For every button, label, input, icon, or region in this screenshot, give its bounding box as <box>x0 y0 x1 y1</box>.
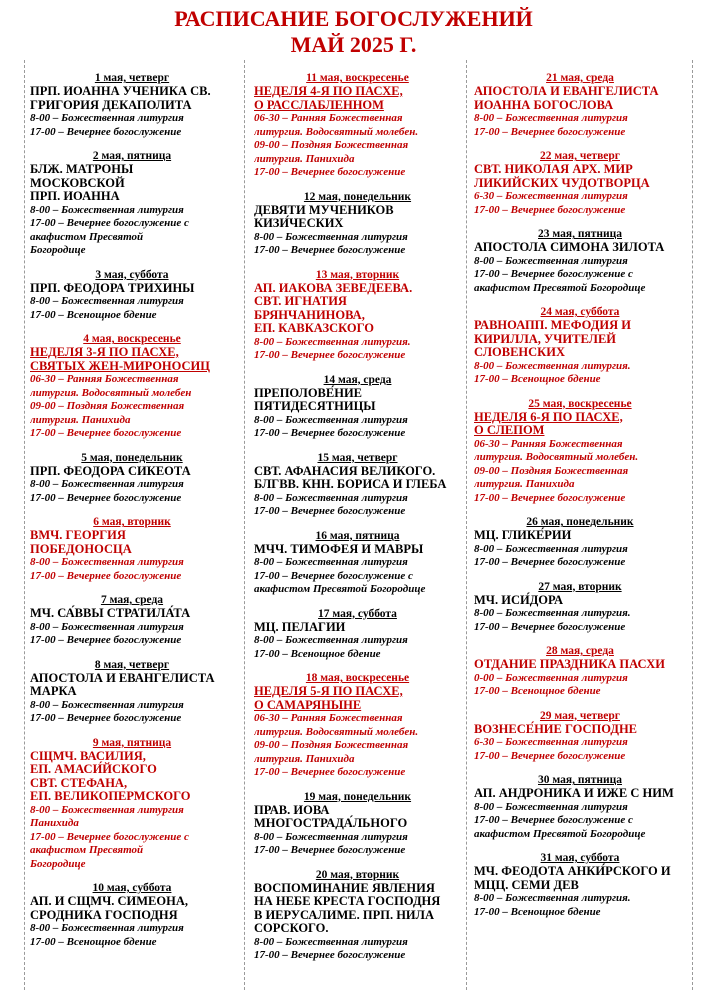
feast-title-line: АП. И СЩМЧ. СИМЕОНА, <box>30 894 188 908</box>
feast-title-line: В ИЕРУСАЛИМЕ. ПРП. НИЛА <box>254 907 434 922</box>
schedule-day <box>254 530 461 597</box>
service-line: 17-00 – Вечернее богослужение с <box>30 830 189 843</box>
service-line: 8-00 – Божественная литургия <box>474 800 628 813</box>
schedule-day <box>254 269 461 363</box>
feast-title-line: СРОДНИКА ГОСПОДНЯ <box>30 907 178 922</box>
column-divider <box>24 60 25 990</box>
service-line: 17-00 – Вечернее богослужение с <box>30 217 189 229</box>
service-line: 17-00 – Вечернее богослужение <box>30 125 182 138</box>
feast-title-line: ЕП. АМАСИ́ЙСКОГО <box>30 762 157 776</box>
schedule-column-2 <box>254 72 461 974</box>
feast-title-line: БРЯНЧАНИНОВА, <box>254 307 365 322</box>
service-line: 17-00 – Вечернее богослужение <box>474 125 626 138</box>
schedule-day <box>474 852 686 919</box>
service-line: акафистом Пресвятой Богородице <box>254 583 426 595</box>
feast-title-line: ОТДАНИЕ ПРАЗДНИКА ПАСХИ <box>474 657 665 671</box>
day-date: 10 мая, суббота <box>92 882 172 894</box>
column-divider <box>692 60 693 990</box>
feast-title-line: О САМАРЯНЫНЕ <box>254 697 362 712</box>
page-title: РАСПИСАНИЕ БОГОСЛУЖЕНИЙ <box>174 6 533 31</box>
feast-title-line: О СЛЕПОМ <box>474 423 545 437</box>
day-date: 1 мая, четверг <box>94 72 170 84</box>
service-line: 17-00 – Всенощное бдение <box>30 935 157 948</box>
schedule-day <box>254 374 461 441</box>
service-line: 17-00 – Вечернее богослужение с <box>254 569 413 582</box>
service-line: 17-00 – Всенощное бдение <box>474 373 601 385</box>
day-date: 24 мая, суббота <box>540 306 620 318</box>
service-line: 8-00 – Божественная литургия <box>254 230 408 243</box>
day-date: 17 мая, суббота <box>318 607 397 620</box>
day-date: 20 мая, вторник <box>315 868 400 881</box>
day-date: 4 мая, воскресенье <box>83 333 181 345</box>
feast-title-line: МЧ. ФЕОДОТА АНКИ́РСКОГО И <box>474 864 671 878</box>
service-line: 8-00 – Божественная литургия <box>30 203 184 216</box>
service-line: 8-00 – Божественная литургия <box>30 620 184 633</box>
service-line: 8-00 – Божественная литургия <box>474 112 628 124</box>
service-line: 17-00 – Всенощное бдение <box>254 647 381 660</box>
day-date: 29 мая, четверг <box>539 709 621 722</box>
feast-title-line: СЩМЧ. ВАСИЛИЯ, <box>30 748 146 763</box>
feast-title-line: ПРП. ИОАННА <box>30 189 120 203</box>
service-line: 8-00 – Божественная литургия <box>254 556 408 568</box>
service-line: 17-00 – Вечернее богослужение <box>254 949 406 961</box>
schedule-day <box>30 737 234 872</box>
feast-title-line: ЕП. ВЕЛИКОПЕРМСКОГО <box>30 789 191 803</box>
schedule-column-1 <box>30 72 234 960</box>
service-line: 17-00 – Вечернее богослужение <box>254 505 406 517</box>
feast-title-line: О РАССЛАБЛЕННОМ <box>254 97 384 112</box>
feast-title-line: ИОАННА БОГОСЛОВА <box>474 97 614 112</box>
column-divider <box>244 60 245 990</box>
feast-title-line: СВТ. СТЕФАНА, <box>30 775 128 790</box>
schedule-day <box>30 150 234 258</box>
service-line: акафистом Пресвятой <box>30 844 144 856</box>
schedule-day <box>30 594 234 648</box>
feast-title-line: НЕДЕЛЯ 3-Я ПО ПАСХЕ, <box>30 345 179 359</box>
schedule-day <box>30 269 234 323</box>
schedule-day <box>30 452 234 506</box>
service-line: 17-00 – Вечернее богослужение <box>474 620 626 633</box>
schedule-day <box>254 791 461 858</box>
service-line: 6-30 – Божественная литургия <box>474 736 628 748</box>
service-line: 17-00 – Вечернее богослужение с <box>474 268 633 280</box>
feast-title-line: ДЕВЯТИ МУЧЕНИКОВ <box>254 202 394 217</box>
service-line: 17-00 – Вечернее богослужение <box>254 844 406 856</box>
feast-title-line: ЕП. КАВКАЗСКОГО <box>254 321 374 335</box>
feast-title-line: МАРКА <box>30 684 77 698</box>
service-line: 17-00 – Вечернее богослужение <box>474 556 626 568</box>
feast-title-line: ПРП. ИОАННА УЧЕНИКА СВ. <box>30 84 211 98</box>
schedule-day <box>474 398 686 506</box>
schedule-day <box>254 452 461 519</box>
service-line: 8-00 – Божественная литургия <box>254 413 408 426</box>
service-line: литургия. Панихида <box>254 152 355 165</box>
day-date: 2 мая, пятница <box>92 150 172 162</box>
feast-title-line: БЛЖ. МАТРОНЫ <box>30 162 134 176</box>
service-line: 8-00 – Божественная литургия. <box>474 359 631 372</box>
feast-title-line: РАВНОАПП. МЕФОДИЯ И <box>474 318 631 332</box>
day-date: 18 мая, воскресенье <box>305 672 410 684</box>
service-line: 8-00 – Божественная литургия <box>474 542 628 555</box>
service-line: литургия. Панихида <box>474 478 575 490</box>
service-line: 8-00 – Божественная литургия <box>30 698 184 711</box>
feast-title-line: МЧ. СА́ВВЫ СТРАТИЛА́ТА <box>30 606 191 620</box>
feast-title-line: НА НЕБЕ КРЕСТА ГОСПОДНЯ <box>254 894 441 908</box>
day-date: 19 мая, понедельник <box>303 790 412 803</box>
schedule-day <box>474 228 686 295</box>
feast-title-line: МЧЧ. ТИМОФЕЯ И МАВРЫ <box>254 541 424 556</box>
service-line: 17-00 – Вечернее богослужение <box>474 749 626 762</box>
service-line: 8-00 – Божественная литургия. <box>474 892 631 904</box>
feast-title-line: СВТ. ИГНАТИЯ <box>254 294 347 308</box>
service-line: 8-00 – Божественная литургия <box>474 254 628 267</box>
feast-title-line: АПОСТОЛА И ЕВАНГЕЛИСТА <box>474 84 659 98</box>
schedule-day <box>30 882 234 949</box>
service-line: литургия. Водосвятный молебен. <box>254 125 419 138</box>
service-line: литургия. Водосвятный молебен <box>30 386 192 399</box>
feast-title-line: НЕДЕЛЯ 6-Я ПО ПАСХЕ, <box>474 409 623 424</box>
feast-title-line: МЦЦ. СЕМИ ДЕВ <box>474 877 579 892</box>
service-line: 8-00 – Божественная литургия <box>254 935 408 948</box>
day-date: 27 мая, вторник <box>538 580 622 593</box>
schedule-day <box>474 645 686 699</box>
schedule-day <box>474 306 686 387</box>
schedule-day <box>254 608 461 662</box>
feast-title-line: БЛГВВ. КНН. БОРИСА И ГЛЕБА <box>254 477 447 491</box>
service-line: 8-00 – Божественная литургия <box>254 830 408 843</box>
service-line: акафистом Пресвятой Богородице <box>474 827 646 840</box>
day-date: 30 мая, пятница <box>538 774 622 786</box>
service-line: 8-00 – Божественная литургия. <box>254 335 411 348</box>
service-line: 06-30 – Ранняя Божественная <box>30 373 179 385</box>
schedule-day <box>254 869 461 963</box>
schedule-day <box>30 72 234 139</box>
feast-title-line: ПРЕПОЛОВЕ́НИЕ <box>254 385 363 400</box>
day-date: 13 мая, вторник <box>315 268 400 281</box>
service-line: 06-30 – Ранняя Божественная <box>254 712 403 724</box>
day-date: 3 мая, суббота <box>95 268 169 281</box>
service-line: 8-00 – Божественная литургия <box>254 634 408 646</box>
service-line: 8-00 – Божественная литургия <box>30 803 184 816</box>
schedule-day <box>474 516 686 570</box>
feast-title-line: ВМЧ. ГЕОРГИЯ <box>30 528 126 542</box>
feast-title-line: ПРП. ФЕОДОРА СИКЕОТА <box>30 463 191 478</box>
feast-title-line: СОРСКОГО. <box>254 921 329 935</box>
schedule-day <box>474 581 686 635</box>
service-line: 17-00 – Вечернее богослужение <box>30 491 182 504</box>
day-date: 28 мая, среда <box>546 645 614 657</box>
day-date: 16 мая, пятница <box>315 529 400 542</box>
service-line: Богородице <box>30 857 86 870</box>
service-line: 8-00 – Божественная литургия <box>30 295 184 307</box>
service-line: 06-30 – Ранняя Божественная <box>474 437 623 450</box>
feast-title-line: ЛИКИЙСКИХ ЧУДОТВОРЦА <box>474 175 650 190</box>
feast-title-line: МЦ. ГЛИКЕ́РИИ <box>474 528 572 542</box>
service-line: 6-30 – Божественная литургия <box>474 190 628 202</box>
schedule-day <box>254 672 461 780</box>
schedule-day <box>254 191 461 258</box>
day-date: 15 мая, четверг <box>317 451 398 464</box>
feast-title-line: АП. ИАКОВА ЗЕВЕДЕЕВА. <box>254 280 413 295</box>
feast-title-line: МЦ. ПЕЛАГИИ <box>254 619 346 634</box>
service-line: 17-00 – Вечернее богослужение <box>474 491 626 504</box>
day-date: 25 мая, воскресенье <box>528 397 632 410</box>
feast-title-line: ПЯТИДЕСЯТНИЦЫ <box>254 399 376 413</box>
service-line: 8-00 – Божественная литургия <box>30 112 184 124</box>
feast-title-line: МНОГОСТРАДА́ЛЬНОГО <box>254 816 408 830</box>
service-line: 17-00 – Вечернее богослужение <box>30 634 182 646</box>
schedule-day <box>474 72 686 139</box>
service-line: 17-00 – Вечернее богослужение <box>474 203 626 216</box>
feast-title-line: СЛОВЕНСКИХ <box>474 345 565 359</box>
service-line: 17-00 – Вечернее богослужение <box>30 569 182 582</box>
service-line: 06-30 – Ранняя Божественная <box>254 112 403 124</box>
day-date: 22 мая, четверг <box>539 150 621 162</box>
feast-title-line: СВТ. АФАНАСИЯ ВЕЛИКОГО. <box>254 463 436 478</box>
day-date: 31 мая, суббота <box>540 852 620 864</box>
schedule-day <box>30 659 234 726</box>
service-line: 17-00 – Всенощное бдение <box>474 905 601 918</box>
service-line: литургия. Панихида <box>254 752 355 765</box>
service-line: 17-00 – Вечернее богослужение <box>254 766 406 778</box>
service-line: 17-00 – Вечернее богослужение <box>254 244 406 256</box>
service-line: литургия. Панихида <box>30 413 131 426</box>
schedule-day <box>474 150 686 217</box>
schedule-day <box>254 72 461 180</box>
day-date: 21 мая, среда <box>546 72 614 84</box>
service-line: 17-00 – Вечернее богослужение <box>254 349 406 361</box>
service-line: 8-00 – Божественная литургия. <box>474 607 631 619</box>
feast-title-line: ГРИГОРИЯ ДЕКАПОЛИТА <box>30 97 192 112</box>
feast-title-line: НЕДЕЛЯ 5-Я ПО ПАСХЕ, <box>254 684 403 698</box>
schedule-column-3 <box>474 72 686 930</box>
feast-title-line: АП. АНДРОНИКА И ИЖЕ С НИМ <box>474 786 674 800</box>
service-line: 8-00 – Божественная литургия <box>30 922 184 934</box>
day-date: 9 мая, пятница <box>92 736 172 749</box>
day-date: 26 мая, понедельник <box>526 516 634 528</box>
service-line: Богородице <box>30 244 86 256</box>
day-date: 8 мая, четверг <box>94 658 170 671</box>
service-line: 0-00 – Божественная литургия <box>474 671 628 684</box>
feast-title-line: КИРИЛЛА, УЧИТЕЛЕЙ <box>474 331 617 346</box>
schedule-day <box>30 516 234 583</box>
day-date: 7 мая, среда <box>100 594 164 606</box>
service-line: 8-00 – Божественная литургия <box>254 491 408 504</box>
column-divider <box>466 60 467 990</box>
service-line: Панихида <box>30 817 79 829</box>
service-line: 09-00 – Поздняя Божественная <box>474 464 629 477</box>
day-date: 5 мая, понедельник <box>81 451 183 464</box>
day-date: 14 мая, среда <box>323 373 392 386</box>
feast-title-line: ВОЗНЕСЕ́НИЕ ГОСПОДНЕ <box>474 721 638 736</box>
service-line: 09-00 – Поздняя Божественная <box>254 139 409 151</box>
service-line: 17-00 – Вечернее богослужение с <box>474 814 633 826</box>
feast-title-line: ВОСПОМИНАНИЕ ЯВЛЕНИЯ <box>254 880 435 895</box>
schedule-day <box>474 774 686 841</box>
day-date: 12 мая, понедельник <box>303 190 412 203</box>
service-line: 09-00 – Поздняя Божественная <box>30 400 185 412</box>
schedule-day <box>30 333 234 441</box>
feast-title-line: МОСКОВСКОЙ <box>30 175 125 190</box>
feast-title-line: ПРАВ. ИОВА <box>254 802 330 817</box>
feast-title-line: АПОСТОЛА И ЕВАНГЕЛИСТА <box>30 670 215 685</box>
feast-title-line: СВТ. НИКОЛАЯ АРХ. МИР <box>474 162 633 176</box>
day-date: 11 мая, воскресенье <box>306 72 409 84</box>
service-line: литургия. Водосвятный молебен. <box>254 725 419 738</box>
service-line: 8-00 – Божественная литургия <box>30 478 184 490</box>
feast-title-line: МЧ. ИСИ́ДОРА <box>474 592 564 607</box>
service-line: 17-00 – Вечернее богослужение <box>30 427 182 439</box>
day-date: 23 мая, пятница <box>538 228 622 240</box>
feast-title-line: СВЯТЫХ ЖЕН-МИРОНОСИЦ <box>30 358 210 373</box>
service-line: 09-00 – Поздняя Божественная <box>254 739 409 751</box>
service-line: акафистом Пресвятой Богородице <box>474 281 646 294</box>
feast-title-line: ПОБЕДОНОСЦА <box>30 541 132 556</box>
service-line: 8-00 – Божественная литургия <box>30 556 184 568</box>
service-line: 17-00 – Всенощное бдение <box>30 308 157 321</box>
service-line: 17-00 – Вечернее богослужение <box>254 427 406 439</box>
service-line: акафистом Пресвятой <box>30 230 144 243</box>
page-header <box>0 6 707 58</box>
feast-title-line: НЕДЕЛЯ 4-Я ПО ПАСХЕ, <box>254 84 403 98</box>
page-subtitle: МАЙ 2025 Г. <box>290 32 417 57</box>
feast-title-line: АПОСТОЛА СИМОНА ЗИЛОТА <box>474 240 665 254</box>
service-line: 17-00 – Вечернее богослужение <box>254 166 406 178</box>
feast-title-line: ПРП. ФЕОДОРА ТРИХИНЫ <box>30 280 195 295</box>
service-line: 17-00 – Вечернее богослужение <box>30 712 182 724</box>
feast-title-line: КИЗИ́ЧЕСКИХ <box>254 216 344 230</box>
service-line: 17-00 – Всенощное бдение <box>474 685 601 697</box>
day-date: 6 мая, вторник <box>93 516 171 528</box>
service-line: литургия. Водосвятный молебен. <box>474 451 639 463</box>
schedule-day <box>474 710 686 764</box>
